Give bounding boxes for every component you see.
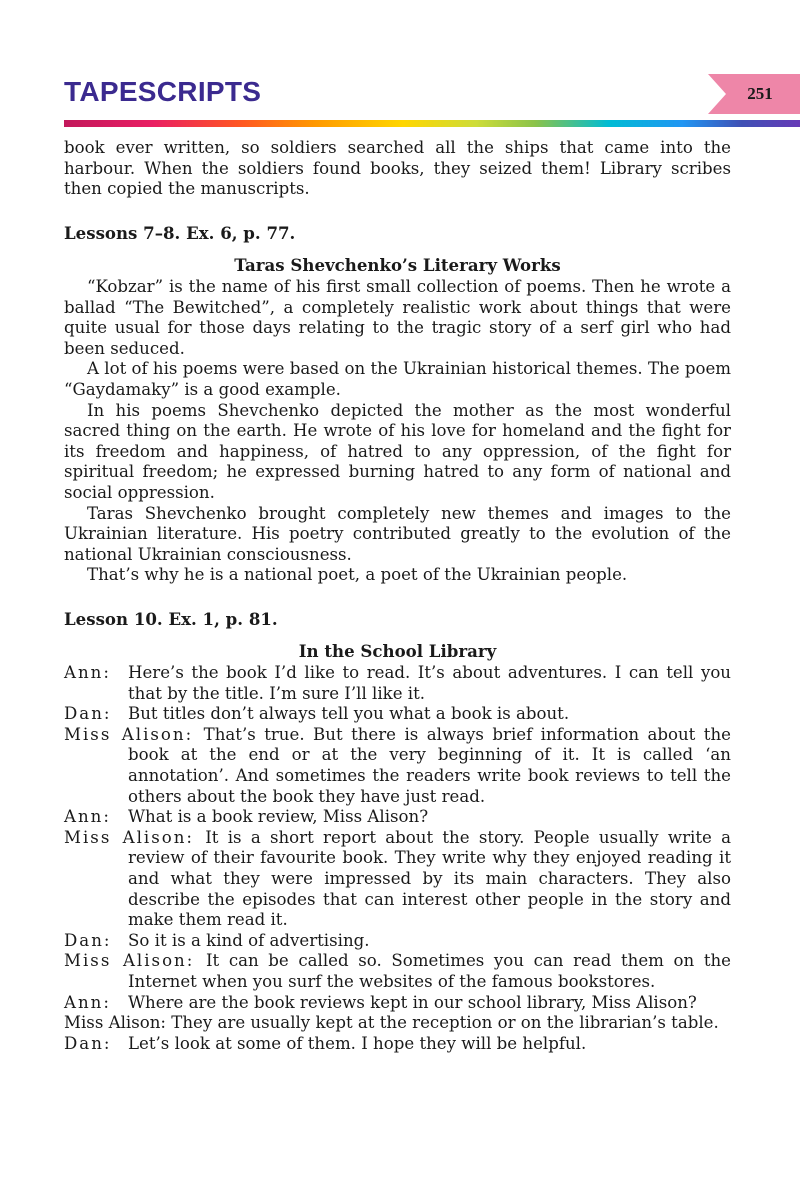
utterance: Where are the book reviews kept in our school library, Miss Alison? bbox=[128, 992, 697, 1012]
speaker: Dan: bbox=[64, 1033, 112, 1053]
dialog-line bbox=[64, 828, 731, 931]
speaker: Miss Alison: bbox=[64, 827, 206, 847]
dialog-line bbox=[64, 993, 731, 1014]
utterance: It is a short report about the story. People usually write a review of their favourite book. They write why they enjoyed reading it and what they were impressed by its main characters. They also describe the episodes that can interest other people in the story and make them read it. bbox=[128, 827, 731, 930]
paragraph: A lot of his poems were based on the Ukrainian historical themes. The poem “Gaydamaky” is a good example. bbox=[64, 359, 731, 399]
dialog-line bbox=[64, 1013, 731, 1034]
speaker: Miss Alison: bbox=[64, 724, 204, 744]
speaker: Dan: bbox=[64, 704, 112, 724]
utterance: Here’s the book I’d like to read. It’s about adventures. I can tell you that by the title. I’m sure I’ll like it. bbox=[128, 663, 731, 703]
paragraph: “Kobzar” is the name of his first small collection of poems. Then he wrote a ballad “The Bewitched”, a completely realistic work about things that were quite usual for those days relating to the tragic story of a serf girl who had been seduced. bbox=[64, 276, 731, 358]
page-number: 251 bbox=[747, 84, 773, 103]
dialog-line bbox=[64, 1034, 731, 1055]
dialog-line bbox=[64, 931, 731, 952]
lesson-heading-1: Lessons 7–8. Ex. 6, p. 77. bbox=[64, 222, 296, 243]
dialog bbox=[64, 663, 731, 1054]
utterance: That’s true. But there is always brief information about the book at the end or at the very beginning of it. It is called ‘an annotation’. And sometimes the readers write book reviews to tell the others about the book they have just read. bbox=[128, 724, 731, 806]
speaker: Ann: bbox=[64, 992, 111, 1012]
paragraph: Taras Shevchenko brought completely new themes and images to the Ukrainian literature. His poetry contributed greatly to the evolution of the national Ukrainian consciousness. bbox=[64, 503, 731, 564]
utterance: It can be called so. Sometimes you can read them on the Internet when you surf the websites of the famous bookstores. bbox=[128, 951, 731, 991]
page-title: TAPESCRIPTS bbox=[64, 76, 262, 107]
intro-paragraph: book ever written, so soldiers searched all the ships that came into the harbour. When the soldiers found books, they seized them! Library scribes then copied the manuscripts. bbox=[64, 138, 731, 199]
dialog-line bbox=[64, 725, 731, 807]
rainbow-divider bbox=[64, 120, 800, 127]
speaker: Ann: bbox=[64, 807, 111, 827]
dialog-line bbox=[64, 807, 731, 828]
story-title-1: Taras Shevchenko’s Literary Works bbox=[234, 255, 561, 276]
lesson-heading-2: Lesson 10. Ex. 1, p. 81. bbox=[64, 608, 278, 629]
speaker: Ann: bbox=[64, 663, 111, 683]
page-body bbox=[64, 138, 731, 1054]
utterance: Let’s look at some of them. I hope they will be helpful. bbox=[128, 1033, 587, 1053]
story-title-2: In the School Library bbox=[298, 641, 497, 662]
paragraph: In his poems Shevchenko depicted the mother as the most wonderful sacred thing on the earth. He wrote of his love for homeland and the fight for its freedom and happiness, of hatred to any oppression, of the fight for spiritual freedom; he expressed burning hatred to any form of national and social oppression. bbox=[64, 400, 731, 502]
utterance: What is a book review, Miss Alison? bbox=[128, 807, 429, 827]
utterance: So it is a kind of advertising. bbox=[128, 930, 370, 950]
speaker: Dan: bbox=[64, 930, 112, 950]
speaker: Miss Alison: bbox=[64, 1013, 172, 1033]
utterance: But titles don’t always tell you what a book is about. bbox=[128, 704, 570, 724]
dialog-line bbox=[64, 951, 731, 992]
speaker: Miss Alison: bbox=[64, 951, 206, 971]
dialog-line bbox=[64, 663, 731, 704]
dialog-line bbox=[64, 704, 731, 725]
paragraph: That’s why he is a national poet, a poet of the Ukrainian people. bbox=[87, 565, 628, 585]
utterance: They are usually kept at the reception or on the librarian’s table. bbox=[171, 1013, 719, 1033]
